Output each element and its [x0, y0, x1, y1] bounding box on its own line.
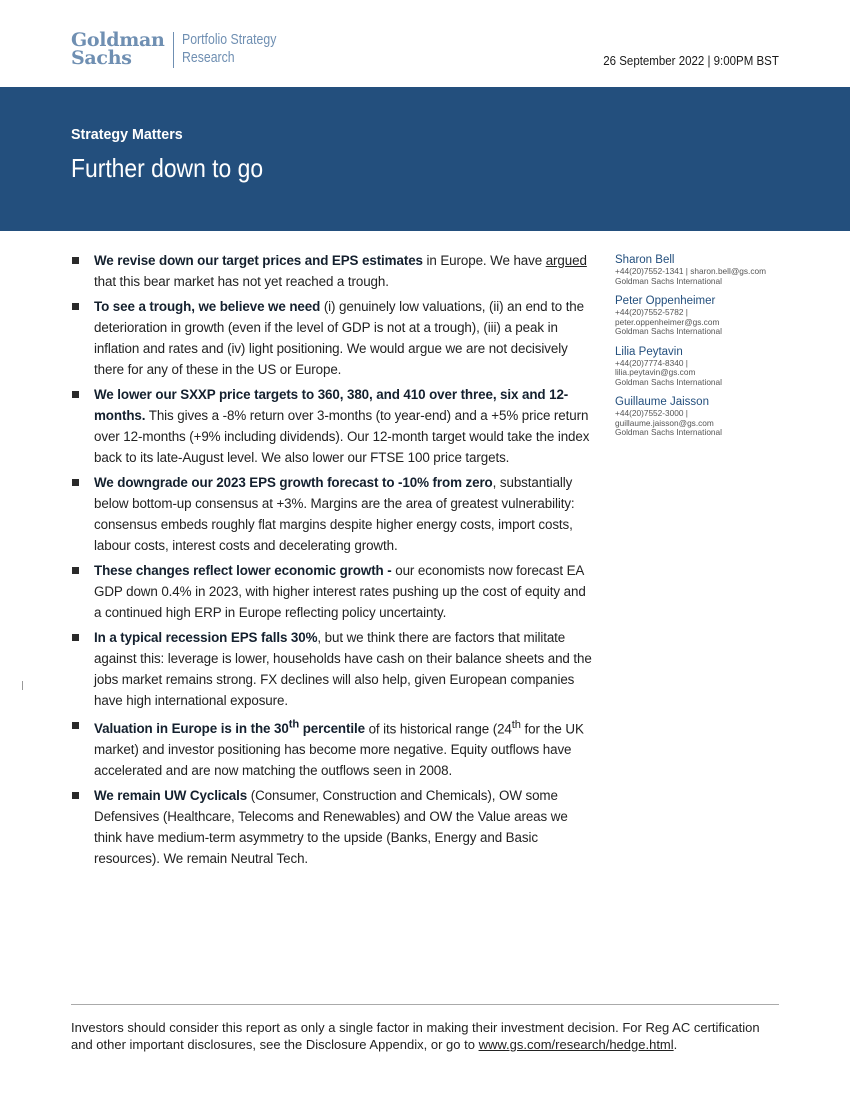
key-points-list: [71, 250, 596, 873]
author-firm: Goldman Sachs International: [615, 275, 723, 286]
author-card: [615, 254, 795, 286]
goldman-sachs-logo: [71, 31, 297, 71]
bullet-square-icon: [72, 257, 79, 264]
key-point: We lower our SXXP price targets to 360, 380, and 410 over three, six and 12-months. This gives a -8% return over 3-months (to year-end) and a +5% price return over 12-months (+9% including dividends). Our 12-month target would take the index back to its late-August level. We also lower our FTSE 100 price targets.: [71, 384, 596, 468]
author-phone: +44(20)7552-5782 |: [615, 307, 688, 317]
disclosure-link[interactable]: www.gs.com/research/hedge.html: [478, 1037, 674, 1052]
author-email[interactable]: peter.oppenheimer@gs.com: [615, 316, 720, 327]
disclosure-footer: Investors should consider this report as only a single factor in making their investment decision. For Reg AC certification and other important disclosures, see the Disclosure Appendix, or go to www.gs.com/research/hedge.html.: [71, 1020, 760, 1052]
series-title: Strategy Matters: [71, 126, 183, 143]
key-point: In a typical recession EPS falls 30%, but we think there are factors that militate against this: leverage is lower, households have cash on their balance sheets and the jobs market remains strong. FX declines will also help, given European companies have high international exposure.: [71, 627, 596, 711]
title-banner: [0, 87, 850, 231]
authors-panel: [615, 254, 795, 447]
bullet-square-icon: [72, 634, 79, 641]
margin-mark: [22, 681, 23, 690]
bullet-square-icon: [72, 722, 79, 729]
key-point: We revise down our target prices and EPS estimates in Europe. We have argued that this bear market has not yet reached a trough.: [71, 250, 596, 292]
author-card: [615, 295, 795, 337]
key-point: We downgrade our 2023 EPS growth forecast to -10% from zero, substantially below bottom-up consensus at +3%. Margins are the area of greatest vulnerability: consensus embeds roughly flat margins despite higher energy costs, import costs, labour costs, interest costs and decelerating growth.: [71, 472, 596, 556]
key-point: Valuation in Europe is in the 30th percentile of its historical range (24th for the UK market) and investor positioning has become more negative. Equity outflows have accelerated and are now matching the outflows seen in 2008.: [71, 715, 596, 781]
report-date: 26 September 2022 | 9:00PM BST: [603, 54, 779, 68]
logo-divider: [173, 32, 174, 68]
bullet-square-icon: [72, 792, 79, 799]
author-email[interactable]: lilia.peytavin@gs.com: [615, 367, 696, 377]
research-unit: Portfolio Strategy Research: [181, 31, 276, 66]
footer-divider: [71, 1004, 779, 1005]
key-point: To see a trough, we believe we need (i) genuinely low valuations, (ii) an end to the deterioration in growth (even if the level of GDP is not at a trough), (iii) a peak in inflation and rates and (iv) light positioning. We would argue we are not decisively there for any of these in the US or Europe.: [71, 296, 596, 380]
author-contact[interactable]: +44(20)7552-1341 | sharon.bell@gs.com: [615, 266, 767, 276]
report-title: Further down to go: [71, 153, 264, 183]
bullet-square-icon: [72, 479, 79, 486]
author-name: Sharon Bell: [615, 254, 675, 266]
author-phone: +44(20)7552-3000 |: [615, 408, 688, 418]
author-card: [615, 396, 795, 438]
author-name: Lilia Peytavin: [615, 345, 683, 358]
author-email[interactable]: guillaume.jaisson@gs.com: [615, 417, 714, 428]
author-card: [615, 346, 795, 388]
bullet-square-icon: [72, 391, 79, 398]
author-firm: Goldman Sachs International: [615, 376, 723, 387]
logo-wordmark: Goldman Sachs: [71, 29, 165, 69]
bullet-square-icon: [72, 567, 79, 574]
author-name: Guillaume Jaisson: [615, 396, 709, 408]
key-point: We remain UW Cyclicals (Consumer, Construction and Chemicals), OW some Defensives (Healthcare, Telecoms and Renewables) and OW the Value areas we think have medium-term asymmetry to the upside (Banks, Energy and Basic resources). We remain Neutral Tech.: [71, 785, 596, 869]
author-firm: Goldman Sachs International: [615, 427, 723, 437]
key-point: These changes reflect lower economic growth - our economists now forecast EA GDP down 0.4% in 2023, with higher interest rates pushing up the cost of equity and a continued high ERP in Europe reflecting policy uncertainty.: [71, 560, 596, 623]
author-phone: +44(20)7774-8340 |: [615, 357, 688, 368]
bullet-square-icon: [72, 303, 79, 310]
argued-link[interactable]: argued: [545, 253, 587, 268]
author-name: Peter Oppenheimer: [615, 295, 716, 307]
author-firm: Goldman Sachs International: [615, 326, 723, 336]
